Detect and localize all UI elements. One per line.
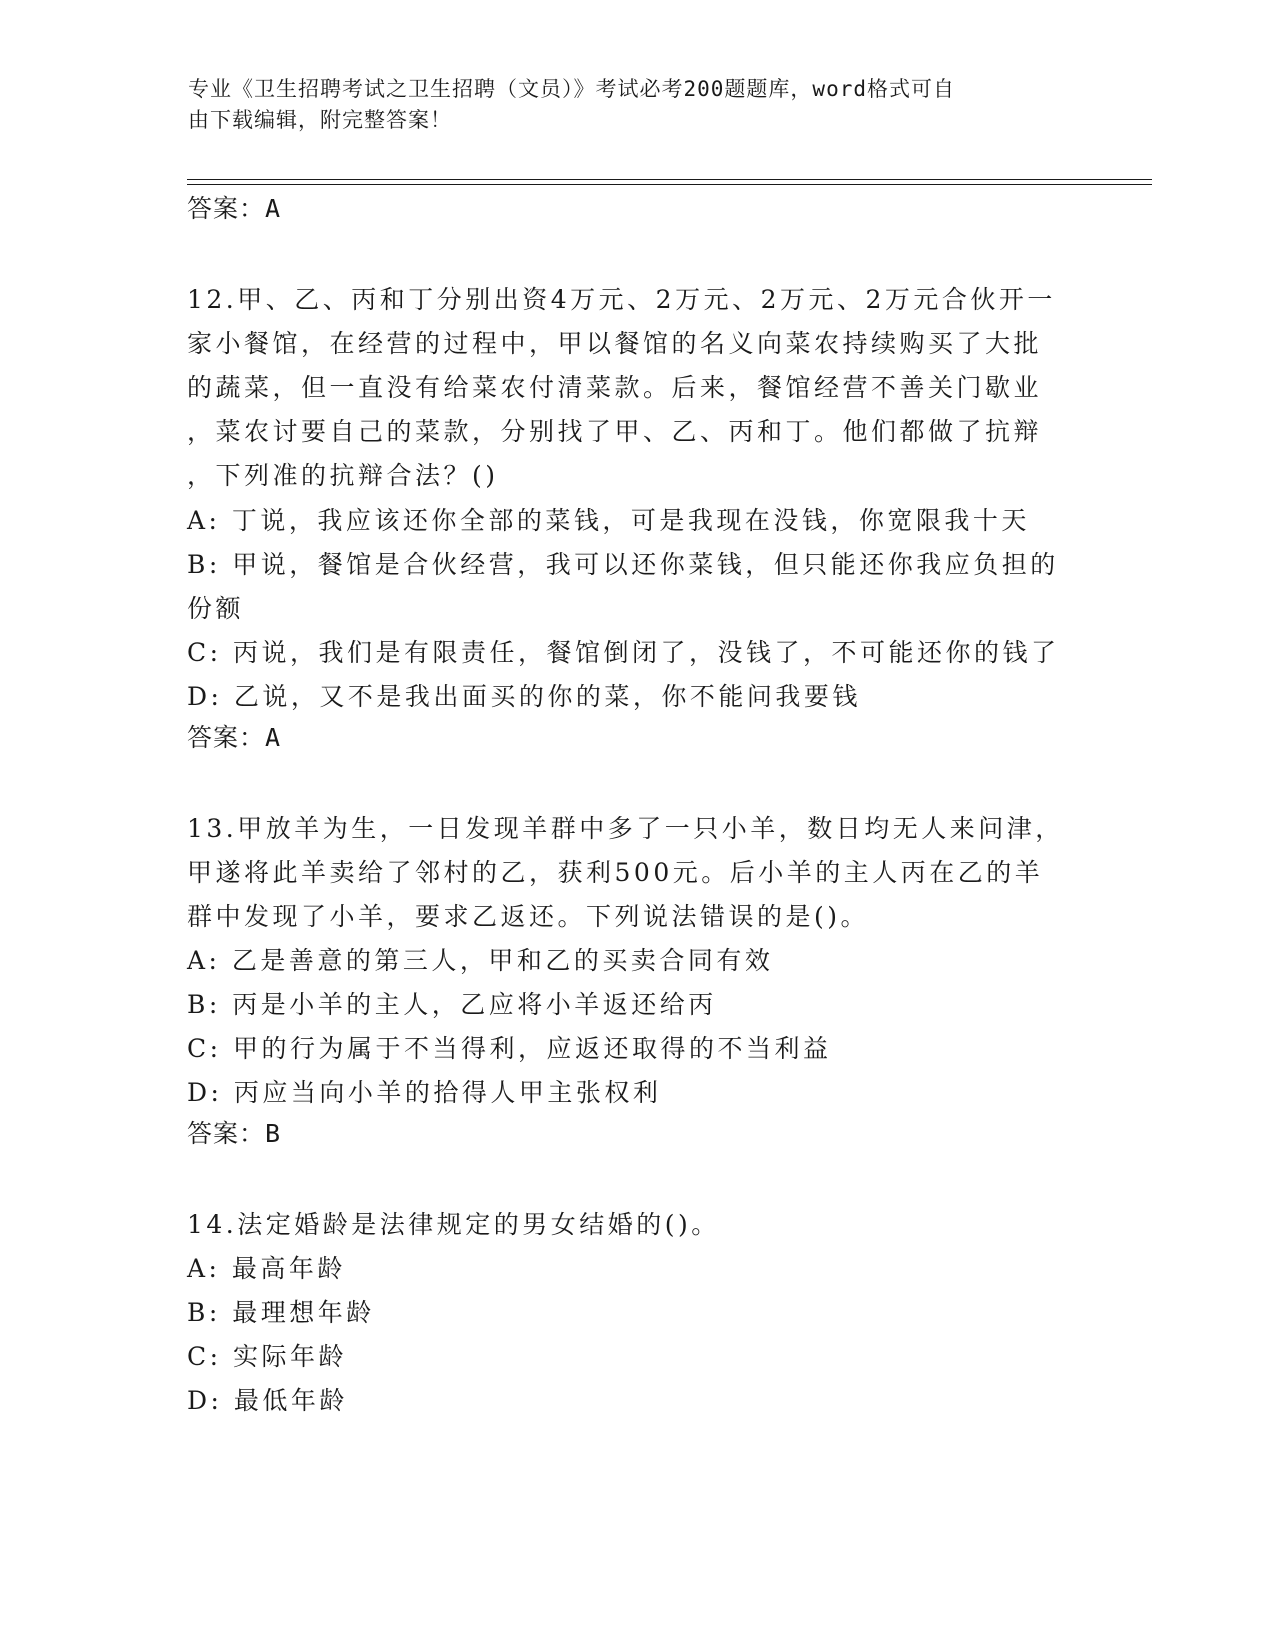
q12-option-b-line-2: 份额 — [187, 594, 245, 623]
document-header — [188, 74, 1088, 136]
header-line-2: 由下载编辑，附完整答案！ — [188, 108, 452, 132]
q12-option-d: D: 乙说，又不是我出面买的你的菜，你不能问我要钱 — [187, 682, 861, 711]
q14-option-a: A: 最高年龄 — [187, 1254, 346, 1283]
q12-answer: 答案：A — [187, 723, 282, 752]
q13-line-2: 甲遂将此羊卖给了邻村的乙，获利500元。后小羊的主人丙在乙的羊 — [187, 858, 1044, 887]
q12-option-b-line-1: B: 甲说，餐馆是合伙经营，我可以还你菜钱，但只能还你我应负担的 — [187, 550, 1059, 579]
header-line-1: 专业《卫生招聘考试之卫生招聘（文员）》考试必考200题题库，word格式可自 — [188, 77, 955, 101]
header-rule-bottom — [187, 184, 1152, 185]
header-rule-top — [187, 179, 1152, 180]
q13-option-b: B: 丙是小羊的主人，乙应将小羊返还给丙 — [187, 990, 717, 1019]
q12-line-5: ，下列准的抗辩合法？() — [187, 461, 499, 490]
q13-line-3: 群中发现了小羊，要求乙返还。下列说法错误的是()。 — [187, 902, 870, 931]
q12-option-c: C: 丙说，我们是有限责任，餐馆倒闭了，没钱了，不可能还你的钱了 — [187, 638, 1060, 667]
answer-prev: 答案：A — [187, 194, 282, 223]
q12-line-3: 的蔬菜，但一直没有给菜农付清菜款。后来，餐馆经营不善关门歇业 — [187, 373, 1043, 402]
q14-option-d: D: 最低年龄 — [187, 1386, 348, 1415]
q12-line-2: 家小餐馆，在经营的过程中，甲以餐馆的名义向菜农持续购买了大批 — [187, 329, 1043, 358]
q14-line-1: 14.法定婚龄是法律规定的男女结婚的()。 — [187, 1210, 720, 1239]
q14-option-b: B: 最理想年龄 — [187, 1298, 375, 1327]
q12-option-a: A: 丁说，我应该还你全部的菜钱，可是我现在没钱，你宽限我十天 — [187, 506, 1030, 535]
q13-answer: 答案：B — [187, 1119, 282, 1148]
q13-option-c: C: 甲的行为属于不当得利，应返还取得的不当利益 — [187, 1034, 832, 1063]
q13-option-d: D: 丙应当向小羊的拾得人甲主张权利 — [187, 1078, 662, 1107]
q14-option-c: C: 实际年龄 — [187, 1342, 347, 1371]
q12-line-1: 12.甲、乙、丙和丁分别出资4万元、2万元、2万元、2万元合伙开一 — [187, 285, 1056, 314]
q12-line-4: ，菜农讨要自己的菜款，分别找了甲、乙、丙和丁。他们都做了抗辩 — [187, 417, 1043, 446]
q13-option-a: A: 乙是善意的第三人，甲和乙的买卖合同有效 — [187, 946, 774, 975]
q13-line-1: 13.甲放羊为生，一日发现羊群中多了一只小羊，数日均无人来问津， — [187, 814, 1064, 843]
